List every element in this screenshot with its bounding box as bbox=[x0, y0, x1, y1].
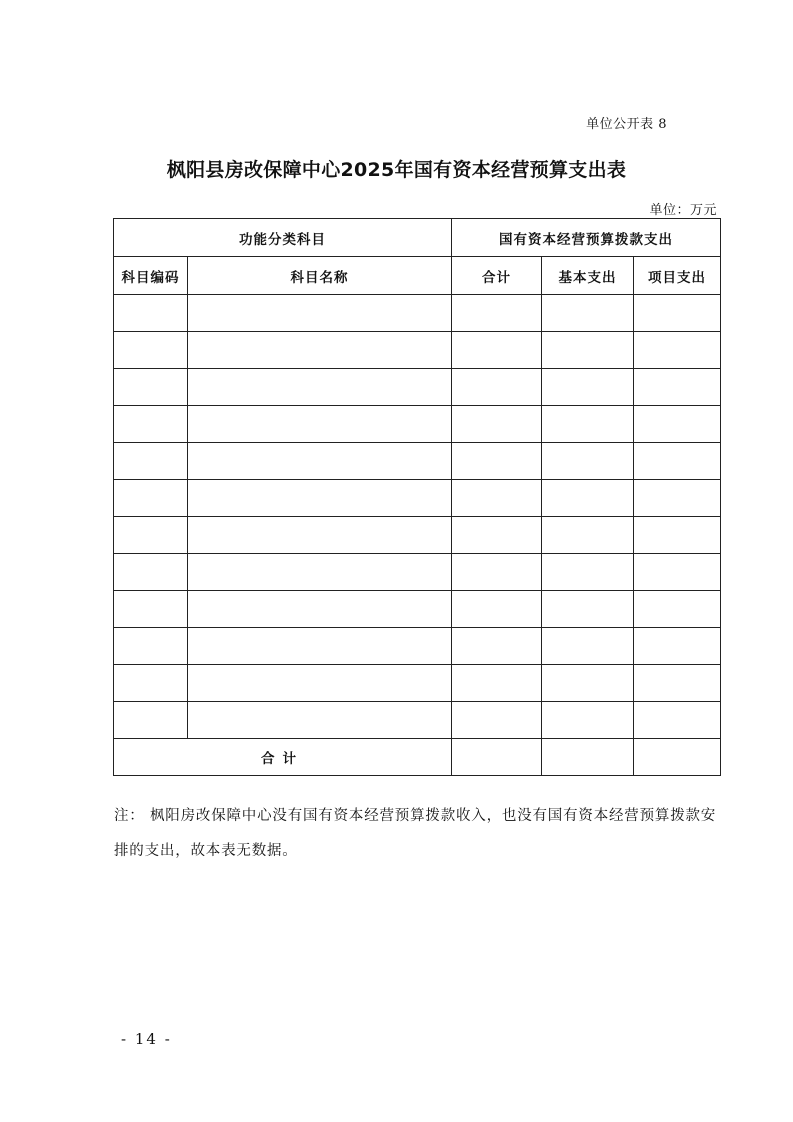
cell-project bbox=[634, 443, 721, 480]
cell-project bbox=[634, 517, 721, 554]
cell-basic bbox=[542, 702, 634, 739]
cell-project bbox=[634, 665, 721, 702]
table-row bbox=[114, 591, 721, 628]
table-row bbox=[114, 517, 721, 554]
col-header-code: 科目编码 bbox=[114, 257, 188, 295]
cell-project bbox=[634, 406, 721, 443]
table-row bbox=[114, 332, 721, 369]
cell-code bbox=[114, 480, 188, 517]
cell-total bbox=[452, 554, 542, 591]
table-row bbox=[114, 628, 721, 665]
cell-basic bbox=[542, 295, 634, 332]
cell-name bbox=[188, 406, 452, 443]
cell-total bbox=[452, 369, 542, 406]
cell-name bbox=[188, 665, 452, 702]
cell-total bbox=[452, 702, 542, 739]
cell-total bbox=[452, 517, 542, 554]
total-cell-basic bbox=[542, 739, 634, 776]
col-header-total: 合计 bbox=[452, 257, 542, 295]
cell-name bbox=[188, 628, 452, 665]
cell-project bbox=[634, 591, 721, 628]
cell-total bbox=[452, 443, 542, 480]
cell-total bbox=[452, 406, 542, 443]
note-text: 注： 枫阳房改保障中心没有国有资本经营预算拨款收入，也没有国有资本经营预算拨款安排的支出，故本表无数据。 bbox=[114, 808, 717, 859]
unit-label: 单位：万元 bbox=[649, 203, 717, 218]
cell-total bbox=[452, 332, 542, 369]
cell-project bbox=[634, 369, 721, 406]
table-row bbox=[114, 665, 721, 702]
page-title: 枫阳县房改保障中心2025年国有资本经营预算支出表 bbox=[166, 159, 627, 181]
table-row bbox=[114, 369, 721, 406]
cell-basic bbox=[542, 332, 634, 369]
cell-code bbox=[114, 406, 188, 443]
cell-code bbox=[114, 295, 188, 332]
cell-basic bbox=[542, 443, 634, 480]
cell-basic bbox=[542, 369, 634, 406]
cell-name bbox=[188, 295, 452, 332]
table-row bbox=[114, 480, 721, 517]
table-row bbox=[114, 702, 721, 739]
cell-project bbox=[634, 480, 721, 517]
cell-basic bbox=[542, 554, 634, 591]
col-header-project: 项目支出 bbox=[634, 257, 721, 295]
table-label: 单位公开表 8 bbox=[586, 117, 667, 132]
cell-basic bbox=[542, 406, 634, 443]
cell-name bbox=[188, 702, 452, 739]
cell-code bbox=[114, 369, 188, 406]
total-row bbox=[114, 739, 721, 776]
total-cell-total bbox=[452, 739, 542, 776]
cell-name bbox=[188, 517, 452, 554]
total-cell-project bbox=[634, 739, 721, 776]
column-header-row bbox=[114, 257, 721, 295]
cell-code bbox=[114, 702, 188, 739]
cell-code bbox=[114, 628, 188, 665]
functional-classification-header: 功能分类科目 bbox=[114, 219, 452, 257]
total-row-label: 合计 bbox=[114, 739, 452, 776]
cell-name bbox=[188, 591, 452, 628]
cell-name bbox=[188, 369, 452, 406]
cell-project bbox=[634, 332, 721, 369]
cell-name bbox=[188, 443, 452, 480]
cell-project bbox=[634, 702, 721, 739]
appropriation-expenditure-header: 国有资本经营预算拨款支出 bbox=[452, 219, 721, 257]
cell-code bbox=[114, 554, 188, 591]
cell-basic bbox=[542, 665, 634, 702]
col-header-basic: 基本支出 bbox=[542, 257, 634, 295]
cell-basic bbox=[542, 517, 634, 554]
cell-basic bbox=[542, 480, 634, 517]
col-header-name: 科目名称 bbox=[188, 257, 452, 295]
table-row bbox=[114, 443, 721, 480]
cell-project bbox=[634, 295, 721, 332]
cell-total bbox=[452, 295, 542, 332]
cell-name bbox=[188, 480, 452, 517]
cell-total bbox=[452, 591, 542, 628]
cell-basic bbox=[542, 628, 634, 665]
cell-project bbox=[634, 628, 721, 665]
cell-code bbox=[114, 665, 188, 702]
table-row bbox=[114, 554, 721, 591]
cell-project bbox=[634, 554, 721, 591]
cell-code bbox=[114, 517, 188, 554]
cell-total bbox=[452, 665, 542, 702]
cell-total bbox=[452, 628, 542, 665]
budget-table bbox=[113, 218, 721, 776]
cell-code bbox=[114, 443, 188, 480]
cell-total bbox=[452, 480, 542, 517]
cell-name bbox=[188, 554, 452, 591]
cell-code bbox=[114, 591, 188, 628]
cell-basic bbox=[542, 591, 634, 628]
table-row bbox=[114, 295, 721, 332]
cell-name bbox=[188, 332, 452, 369]
group-header-row bbox=[114, 219, 721, 257]
cell-code bbox=[114, 332, 188, 369]
table-row bbox=[114, 406, 721, 443]
page-number: - 14 - bbox=[121, 1030, 172, 1048]
